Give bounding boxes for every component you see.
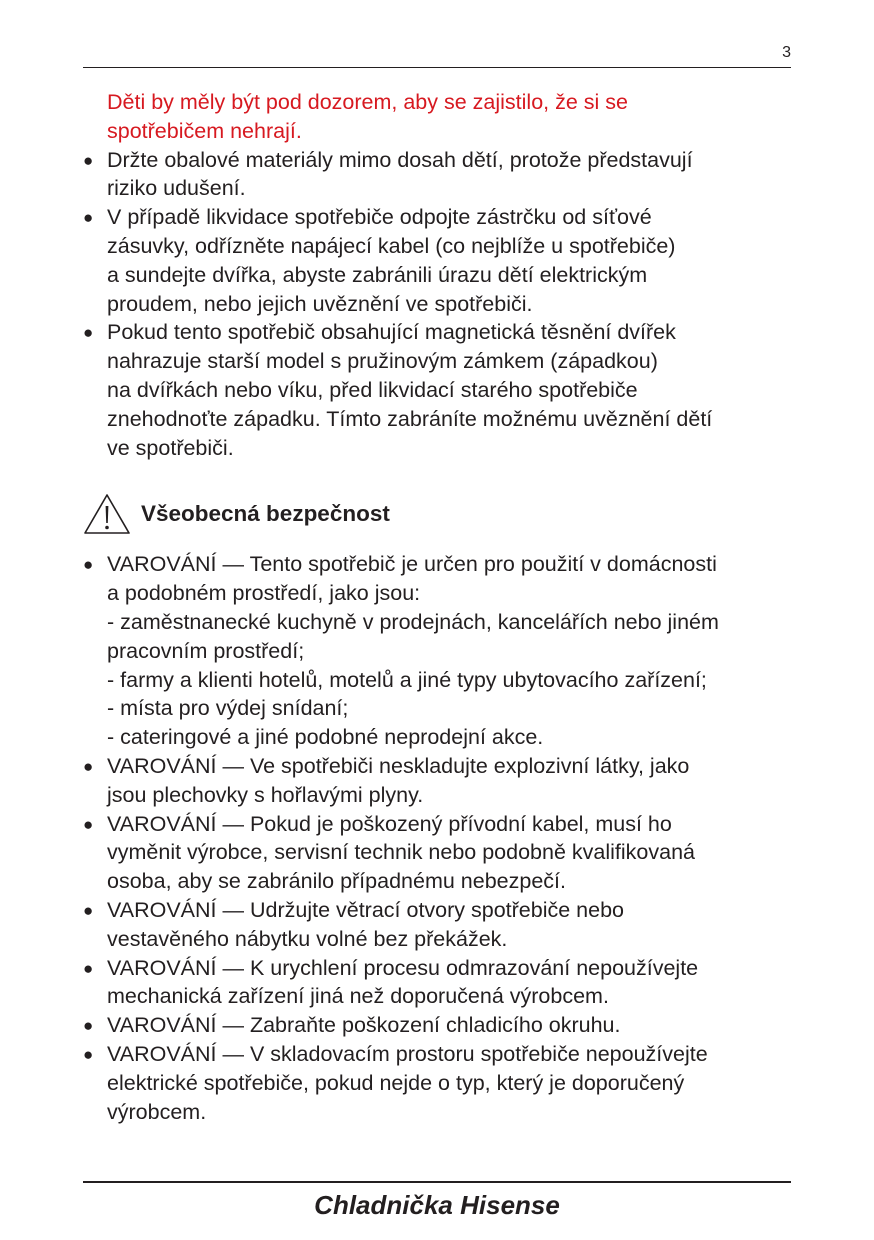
text-line: - farmy a klienti hotelů, motelů a jiné typy ubytovacího zařízení; [107,667,707,692]
section-title: Všeobecná bezpečnost [141,500,390,526]
text-line: jsou plechovky s hořlavými plyny. [107,782,424,807]
text-line: osoba, aby se zabránilo případnému nebezpečí. [107,869,566,894]
list-item [83,896,795,954]
text-line: VAROVÁNÍ — Zabraňte poškození chladicího okruhu. [107,1013,621,1038]
text-line: VAROVÁNÍ — Ve spotřebiči neskladujte explozivní látky, jako [107,753,690,778]
text-line: spotřebičem nehrají. [107,118,302,143]
warning-triangle-icon [83,493,131,535]
intro-warning [83,88,795,146]
bullet-icon: ● [83,323,94,343]
text-line: - místa pro výdej snídaní; [107,696,349,721]
page-number: 3 [782,44,791,61]
text-line: proudem, nebo jejich uvěznění ve spotřebiči. [107,291,533,316]
text-line: vyměnit výrobce, servisní technik nebo podobně kvalifikovaná [107,840,695,865]
list-item [83,203,795,318]
text-line: a podobném prostředí, jako jsou: [107,581,421,606]
text-line: ve spotřebiči. [107,435,234,460]
text-line: vestavěného nábytku volné bez překážek. [107,926,508,951]
bullet-icon: ● [83,555,94,575]
list-item [83,954,795,1012]
text-line: zásuvky, odřízněte napájecí kabel (co nejblíže u spotřebiče) [107,233,676,258]
text-line: elektrické spotřebiče, pokud nejde o typ, který je doporučený [107,1070,685,1095]
text-line: Děti by měly být pod dozorem, aby se zajistilo, že si se [107,90,628,114]
bullet-icon: ● [83,1044,94,1064]
text-line: VAROVÁNÍ — Pokud je poškozený přívodní kabel, musí ho [107,811,672,836]
text-line: výrobcem. [107,1099,207,1124]
page-content [83,88,795,1126]
header-rule [83,67,791,68]
text-line: riziko udušení. [107,176,246,201]
text-line: V případě likvidace spotřebiče odpojte zástrčku od síťové [107,205,652,230]
list-item [83,1040,795,1126]
footer-title: Chladnička Hisense [314,1190,560,1220]
bullet-icon: ● [83,814,94,834]
text-line: VAROVÁNÍ — Udržujte větrací otvory spotřebiče nebo [107,897,625,922]
text-line: VAROVÁNÍ — Tento spotřebič je určen pro použití v domácnosti [107,552,717,577]
bullet-icon: ● [83,900,94,920]
list-item [83,550,795,752]
text-line: - cateringové a jiné podobné neprodejní akce. [107,725,544,750]
list-item [83,752,795,810]
text-line: - zaměstnanecké kuchyně v prodejnách, kancelářích nebo jiném [107,609,719,634]
text-line: VAROVÁNÍ — V skladovacím prostoru spotřebiče nepoužívejte [107,1041,708,1066]
child-safety-list [83,146,795,463]
general-safety-list [83,550,795,1126]
list-item [83,810,795,896]
text-line: Držte obalové materiály mimo dosah dětí, protože představují [107,147,693,172]
text-line: mechanická zařízení jiná než doporučená výrobcem. [107,984,609,1009]
text-line: VAROVÁNÍ — K urychlení procesu odmrazování nepoužívejte [107,955,699,980]
list-item [83,1011,795,1040]
footer-rule [83,1181,791,1183]
list-item [83,318,795,462]
text-line: na dvířkách nebo víku, před likvidací starého spotřebiče [107,377,638,402]
text-line: a sundejte dvířka, abyste zabránili úrazu dětí elektrickým [107,262,648,287]
text-line: Pokud tento spotřebič obsahující magnetická těsnění dvířek [107,320,676,345]
bullet-icon: ● [83,1016,94,1036]
text-line: znehodnoťte západku. Tímto zabráníte možnému uvěznění dětí [107,406,713,431]
bullet-icon: ● [83,756,94,776]
text-line: nahrazuje starší model s pružinovým zámkem (západkou) [107,349,658,374]
bullet-icon: ● [83,208,94,228]
section-heading [83,492,795,536]
text-line: pracovním prostředí; [107,638,305,663]
bullet-icon: ● [83,958,94,978]
list-item [83,146,795,204]
bullet-icon: ● [83,150,94,170]
